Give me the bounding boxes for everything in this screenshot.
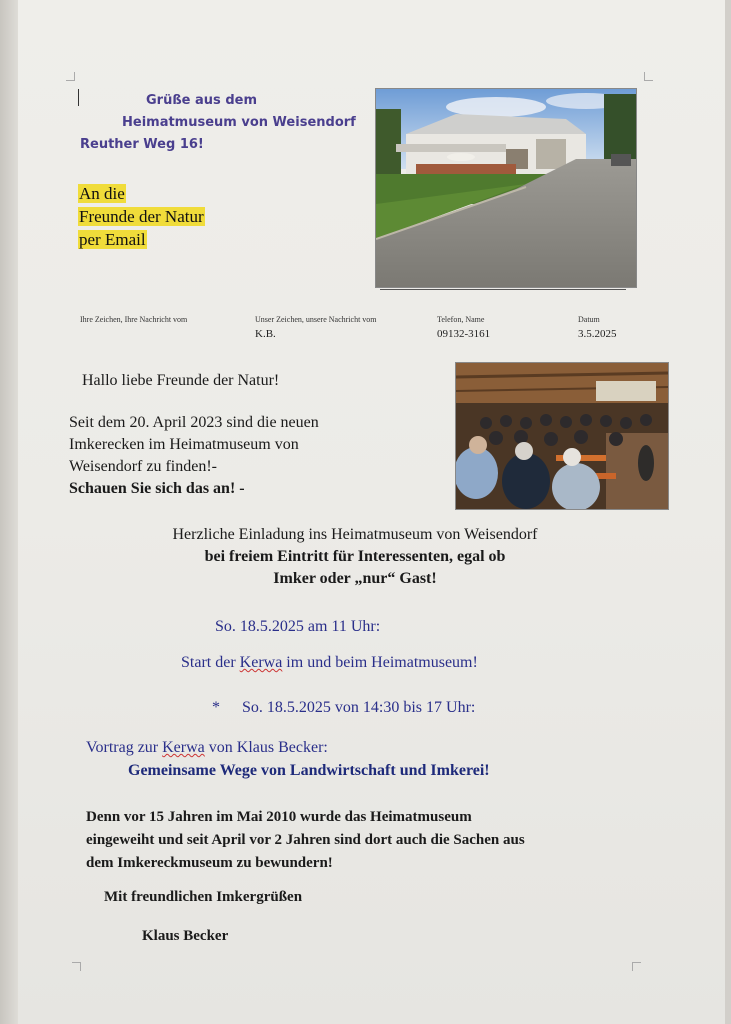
margin-corner-mark xyxy=(72,962,81,971)
talk-part-a: Vortrag zur xyxy=(86,739,163,756)
intro-line-2: Imkerecken im Heimatmuseum von xyxy=(69,436,299,453)
recipient-line-3: per Email xyxy=(79,230,146,249)
event-2-bullet: * xyxy=(212,699,220,716)
signature: Klaus Becker xyxy=(142,928,229,944)
history-line-3: dem Imkereckmuseum zu bewundern! xyxy=(86,855,333,871)
salutation: Hallo liebe Freunde der Natur! xyxy=(82,372,280,389)
event-1-date: So. 18.5.2025 am 11 Uhr: xyxy=(215,618,381,635)
history-line-2: eingeweiht und seit April vor 2 Jahren sind dort auch die Sachen aus xyxy=(86,832,525,848)
phone-value: 09132-3161 xyxy=(437,328,491,340)
talk-kerwa: Kerwa xyxy=(162,739,205,756)
text-cursor xyxy=(78,89,79,106)
event-2-line xyxy=(212,697,475,719)
intro-line-4: Schauen Sie sich das an! - xyxy=(69,480,245,497)
closing: Mit freundlichen Imkergrüßen xyxy=(104,889,303,905)
your-reference-label: Ihre Zeichen, Ihre Nachricht vom xyxy=(80,315,188,324)
history-line-1: Denn vor 15 Jahren im Mai 2010 wurde das Heimatmuseum xyxy=(86,809,472,825)
talk-title: Gemeinsame Wege von Landwirtschaft und Imkerei! xyxy=(128,762,490,779)
invitation-paragraph xyxy=(90,524,620,590)
page-shadow-left xyxy=(0,0,18,1024)
margin-corner-mark xyxy=(644,72,653,81)
event-1-desc-part-b: im und beim Heimatmuseum! xyxy=(282,654,478,671)
museum-building-photo xyxy=(375,88,637,288)
margin-corner-mark xyxy=(632,962,641,971)
intro-paragraph xyxy=(69,412,319,500)
date-label: Datum xyxy=(578,315,600,324)
date-value: 3.5.2025 xyxy=(578,328,617,340)
event-1-desc-part-a: Start der xyxy=(181,654,240,671)
event-1-description xyxy=(181,652,478,674)
phone-label: Telefon, Name xyxy=(437,315,485,324)
letterhead-address: Reuther Weg 16! xyxy=(80,137,204,152)
recipient-line-2: Freunde der Natur xyxy=(79,207,204,226)
invitation-line-3: Imker oder „nur“ Gast! xyxy=(273,570,437,587)
recipient-line-1: An die xyxy=(79,184,125,203)
event-audience-photo xyxy=(455,362,669,510)
photo-caption-line xyxy=(380,289,626,290)
invitation-line-1: Herzliche Einladung ins Heimatmuseum von Weisendorf xyxy=(172,526,538,543)
intro-line-3: Weisendorf zu finden!- xyxy=(69,458,217,475)
our-reference-label: Unser Zeichen, unsere Nachricht vom xyxy=(255,315,377,324)
invitation-line-2: bei freiem Eintritt für Interessenten, egal ob xyxy=(204,548,506,565)
our-reference-value: K.B. xyxy=(255,328,276,340)
recipient-block xyxy=(78,182,205,251)
intro-line-1: Seit dem 20. April 2023 sind die neuen xyxy=(69,414,319,431)
talk-announcement xyxy=(86,737,328,759)
margin-corner-mark xyxy=(66,72,75,81)
event-2-date: So. 18.5.2025 von 14:30 bis 17 Uhr: xyxy=(242,699,476,716)
history-paragraph xyxy=(86,806,525,875)
talk-part-b: von Klaus Becker: xyxy=(204,739,328,756)
letterhead-line-2: Heimatmuseum von Weisendorf xyxy=(122,115,356,130)
letterhead-line-1: Grüße aus dem xyxy=(146,93,257,108)
page-shadow-right xyxy=(725,0,731,1024)
event-1-desc-kerwa: Kerwa xyxy=(239,654,283,671)
